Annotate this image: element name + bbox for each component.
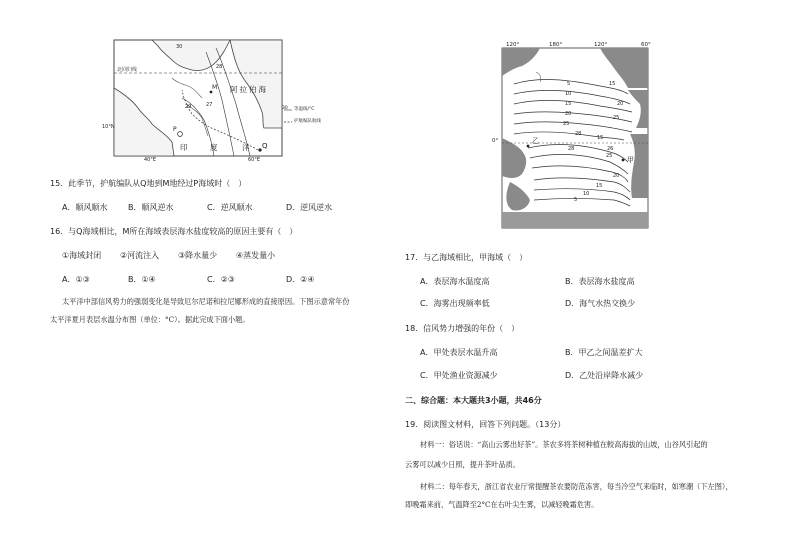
q19-material2-line2: 即晚霜来前，气温降至2°C在右叶尖生雾，以减轻晚霜危害。	[405, 500, 599, 509]
map2-iso-label: 25	[563, 121, 570, 127]
q16-option-b[interactable]: B．①④	[128, 275, 156, 284]
intro-line-2: 太平洋夏月表层水温分布图（单位：°C）。据此完成下面小题。	[50, 315, 250, 324]
map2-lat-0: 0°	[492, 138, 499, 144]
q16-stem: 16．与Q海域相比，M所在海域表层海水盐度较高的原因主要有（ ）	[50, 227, 298, 236]
section2-title: 二、综合题：本大题共3小题，共46分	[405, 396, 542, 405]
map1-indian-ocean-char-3: 洋	[242, 143, 250, 152]
map2-lon-120w: 120°	[594, 42, 608, 48]
map1-legend-route: 护航编队航线	[294, 119, 321, 124]
map1-tropic-label: 北回归线	[117, 67, 138, 73]
map2-iso-label: 5	[574, 197, 578, 203]
map2-iso-label: 25	[613, 115, 620, 121]
q15-option-b[interactable]: B．顺风逆水	[128, 203, 174, 212]
map2-iso-label: 28	[575, 131, 582, 137]
q18-option-a[interactable]: A．甲处表层水温升高	[420, 348, 498, 357]
map1-iso-30: 30	[176, 44, 183, 50]
q16-option-d[interactable]: D．②④	[286, 275, 315, 284]
q16-item-2: ②河流注入	[120, 251, 160, 260]
map2-iso-label: 26	[607, 146, 614, 152]
map1-40e-label: 40°E	[144, 157, 157, 163]
q16-item-4: ④蒸发量小	[236, 251, 276, 260]
map1-legend-isotherm-value: 30	[282, 106, 288, 111]
map1-point-m: M	[212, 84, 218, 91]
q19-material2-line1: 材料二：每年春天，浙江省农业厅常提醒茶农要防范冻害，每当冷空气来临时，如寒潮（下左图），	[420, 482, 733, 491]
q18-option-d[interactable]: D．乙处沿岸降水减少	[565, 371, 644, 380]
map2-iso-label: 20	[613, 173, 620, 179]
q15-stem: 15．此季节，护航编队从Q地到M地经过P海域时（ ）	[50, 179, 247, 188]
q17-option-a[interactable]: A．表层海水温度高	[420, 277, 490, 286]
map2-iso-label: 15	[565, 101, 572, 107]
q15-option-c[interactable]: C．逆风顺水	[207, 203, 253, 212]
q17-option-b[interactable]: B．表层海水盐度高	[565, 277, 635, 286]
q15-option-a[interactable]: A．顺风顺水	[62, 203, 108, 212]
map1-point-q: Q	[262, 142, 268, 150]
q16-option-c[interactable]: C．②③	[207, 275, 235, 284]
map1-iso-27: 27	[206, 102, 213, 108]
map2-iso-label: 15	[597, 135, 604, 141]
map2-iso-label: 25	[606, 153, 613, 159]
q17-option-c[interactable]: C．海雾出现频率低	[420, 299, 490, 308]
q18-stem: 18．信风势力增强的年份（ ）	[405, 324, 520, 333]
map1-point-p: P	[173, 126, 177, 133]
map2-iso-label: 20	[617, 101, 624, 107]
map2-iso-label: 5	[567, 81, 571, 87]
q18-option-b[interactable]: B．甲乙之间温差扩大	[565, 348, 643, 357]
map1-iso-29: 29	[185, 104, 192, 110]
map2-iso-label: 10	[565, 91, 572, 97]
map2-lon-180: 180°	[549, 42, 563, 48]
map2-iso-label: 10	[583, 191, 590, 197]
map1-60e-label: 60°E	[248, 157, 261, 163]
map2-iso-label: 28	[568, 146, 575, 152]
q19-material1-line1: 材料一：俗话说：“高山云雾出好茶”。茶农多将茶树种植在較高海拔的山坡，山谷风引起的	[420, 440, 708, 449]
q18-option-c[interactable]: C．甲处渔业资源减少	[420, 371, 498, 380]
map2-lon-60w: 60°	[641, 42, 651, 48]
map1-arabian-sea-label: 阿拉伯海	[230, 85, 268, 94]
map2-iso-label: 15	[609, 81, 616, 87]
map1-legend-isotherm: 等温线/°C	[294, 107, 315, 112]
pacific-sst-map	[500, 42, 652, 232]
map2-lon-120e: 120°	[506, 42, 520, 48]
q15-option-d[interactable]: D．逆风逆水	[286, 203, 333, 212]
map1-10n-label: 10°N	[102, 124, 115, 130]
q16-item-3: ③降水量少	[178, 251, 218, 260]
q19-stem: 19．阅读图文材料，回答下列问题。（13分）	[405, 420, 566, 429]
q17-option-d[interactable]: D．海气水热交换少	[565, 299, 636, 308]
map1-iso-28: 28	[216, 64, 223, 70]
map2-iso-label: 20	[565, 111, 572, 117]
map2-iso-label: 15	[596, 183, 603, 189]
q19-material1-line2: 云雾可以减少日照，提升茶叶品质。	[405, 460, 521, 469]
map2-marker-jia: 甲	[627, 156, 634, 164]
q16-option-a[interactable]: A．①③	[62, 275, 90, 284]
map1-indian-ocean-char-1: 印	[180, 143, 188, 152]
intro-line-1: 太平洋中部信风势力的强弱变化是导致厄尔尼诺和拉尼娜形成的直接原因。下图示意常年份	[62, 297, 350, 306]
map1-indian-ocean-char-2: 度	[210, 143, 218, 152]
q16-item-1: ①海域封闭	[62, 251, 102, 260]
q17-stem: 17．与乙海域相比，甲海域（ ）	[405, 253, 528, 262]
map2-marker-yi: 乙	[532, 137, 539, 145]
